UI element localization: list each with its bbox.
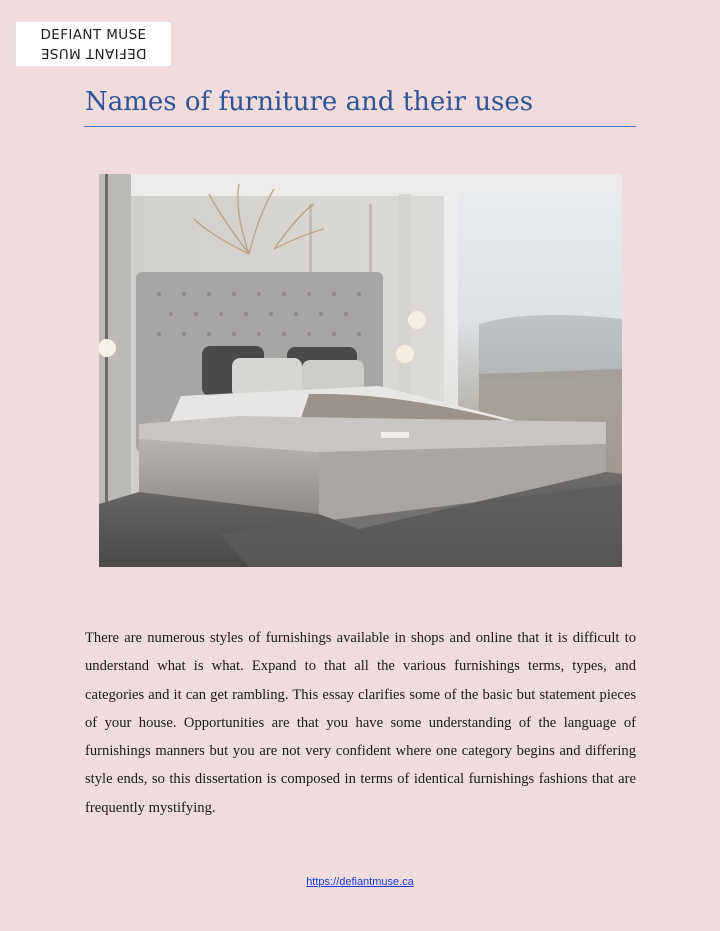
page-title: Names of furniture and their uses xyxy=(85,87,534,117)
body-paragraph: There are numerous styles of furnishings available in shops and online that it is difficult to understand what is what. Expand to that all the various furnishings terms, types, and categories and it can get rambling. This essay clarifies some of the basic but statement pieces of your house. Opportunities are that you have some understanding of the language of furnishings manners but you are not very confident where one category begins and differing style ends, so this dissertation is composed in terms of identical furnishings fashions that are frequently mystifying. xyxy=(85,630,636,816)
bedroom-photo xyxy=(99,174,622,567)
logo-text: DEFIANT MUSE xyxy=(40,27,147,43)
title-underline-rule xyxy=(84,126,636,127)
footer-website-link[interactable]: https://defiantmuse.ca xyxy=(306,876,414,888)
logo xyxy=(15,21,172,67)
logo-text-mirrored: DEFIANT MUSE xyxy=(40,45,147,61)
